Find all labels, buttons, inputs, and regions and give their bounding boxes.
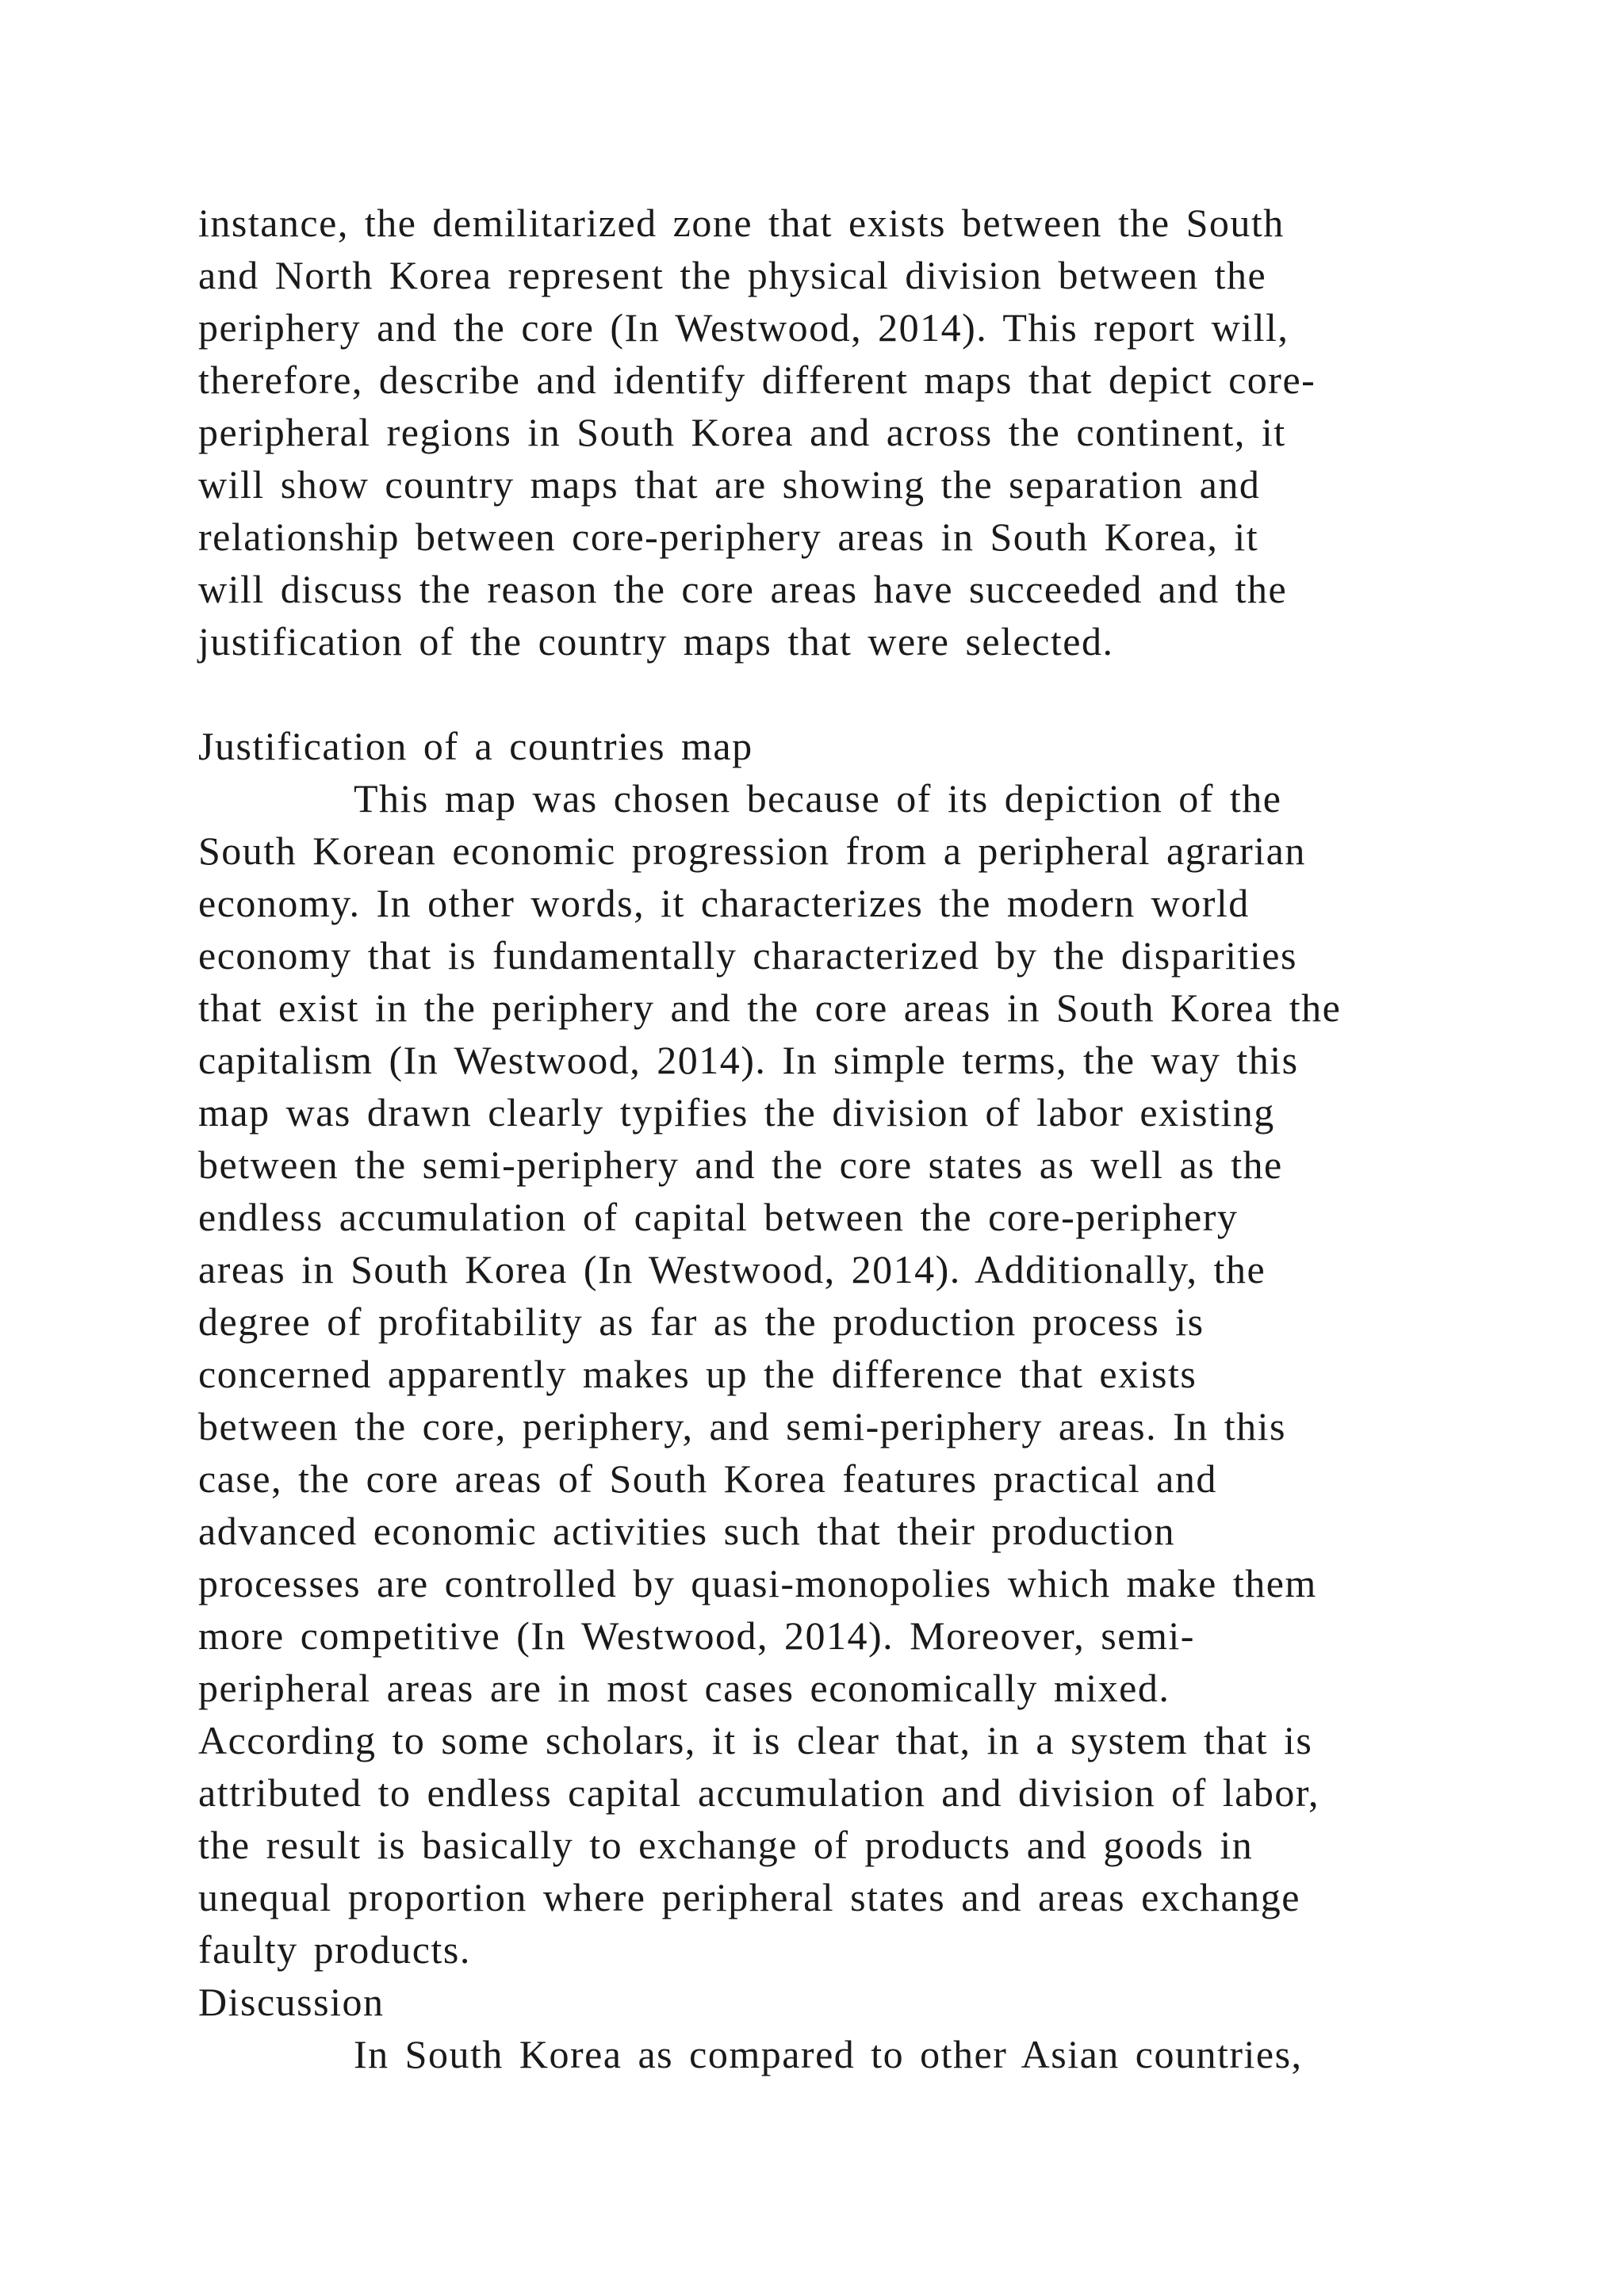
intro-line: will discuss the reason the core areas have succeeded and the [198,567,1288,611]
justification-line: unequal proportion where peripheral states and areas exchange [198,1875,1300,1919]
justification-line: between the semi-periphery and the core states as well as the [198,1142,1283,1187]
justification-line: areas in South Korea (In Westwood, 2014). Additionally, the [198,1247,1266,1292]
intro-line: therefore, describe and identify different maps that depict core- [198,358,1316,402]
intro-line: periphery and the core (In Westwood, 2014). This report will, [198,305,1289,350]
justification-line: capitalism (In Westwood, 2014). In simple terms, the way this [198,1038,1299,1082]
justification-line: the result is basically to exchange of products and goods in [198,1823,1254,1867]
justification-line: advanced economic activities such that their production [198,1509,1176,1553]
justification-line: attributed to endless capital accumulation and division of labor, [198,1770,1320,1815]
intro-line: relationship between core-periphery areas in South Korea, it [198,515,1259,559]
justification-line: peripheral areas are in most cases economically mixed. [198,1666,1170,1710]
justification-line: case, the core areas of South Korea features practical and [198,1456,1217,1501]
justification-line: South Korean economic progression from a peripheral agrarian [198,828,1306,873]
intro-line: justification of the country maps that were selected. [198,619,1114,664]
discussion-line: In South Korea as compared to other Asian countries, [354,2032,1303,2076]
justification-line: According to some scholars, it is clear that, in a system that is [198,1718,1313,1762]
justification-line: more competitive (In Westwood, 2014). Moreover, semi- [198,1613,1195,1658]
justification-line: concerned apparently makes up the difference that exists [198,1352,1197,1396]
intro-line: peripheral regions in South Korea and across the continent, it [198,410,1286,454]
justification-line: between the core, periphery, and semi-periphery areas. In this [198,1404,1286,1448]
discussion-heading: Discussion [198,1980,385,2024]
justification-line: This map was chosen because of its depiction of the [354,776,1282,821]
justification-line: degree of profitability as far as the production process is [198,1299,1205,1344]
justification-line: processes are controlled by quasi-monopolies which make them [198,1561,1317,1605]
justification-line: endless accumulation of capital between the core-periphery [198,1195,1239,1239]
intro-line: will show country maps that are showing the separation and [198,462,1261,507]
justification-line: economy that is fundamentally characterized by the disparities [198,933,1297,978]
justification-line: map was drawn clearly typifies the division of labor existing [198,1090,1275,1135]
intro-line: and North Korea represent the physical division between the [198,253,1267,297]
intro-line: instance, the demilitarized zone that exists between the South [198,201,1285,245]
justification-heading: Justification of a countries map [198,724,753,768]
justification-line: economy. In other words, it characterizes the modern world [198,881,1250,925]
justification-line: faulty products. [198,1927,471,1972]
justification-line: that exist in the periphery and the core areas in South Korea the [198,985,1342,1030]
